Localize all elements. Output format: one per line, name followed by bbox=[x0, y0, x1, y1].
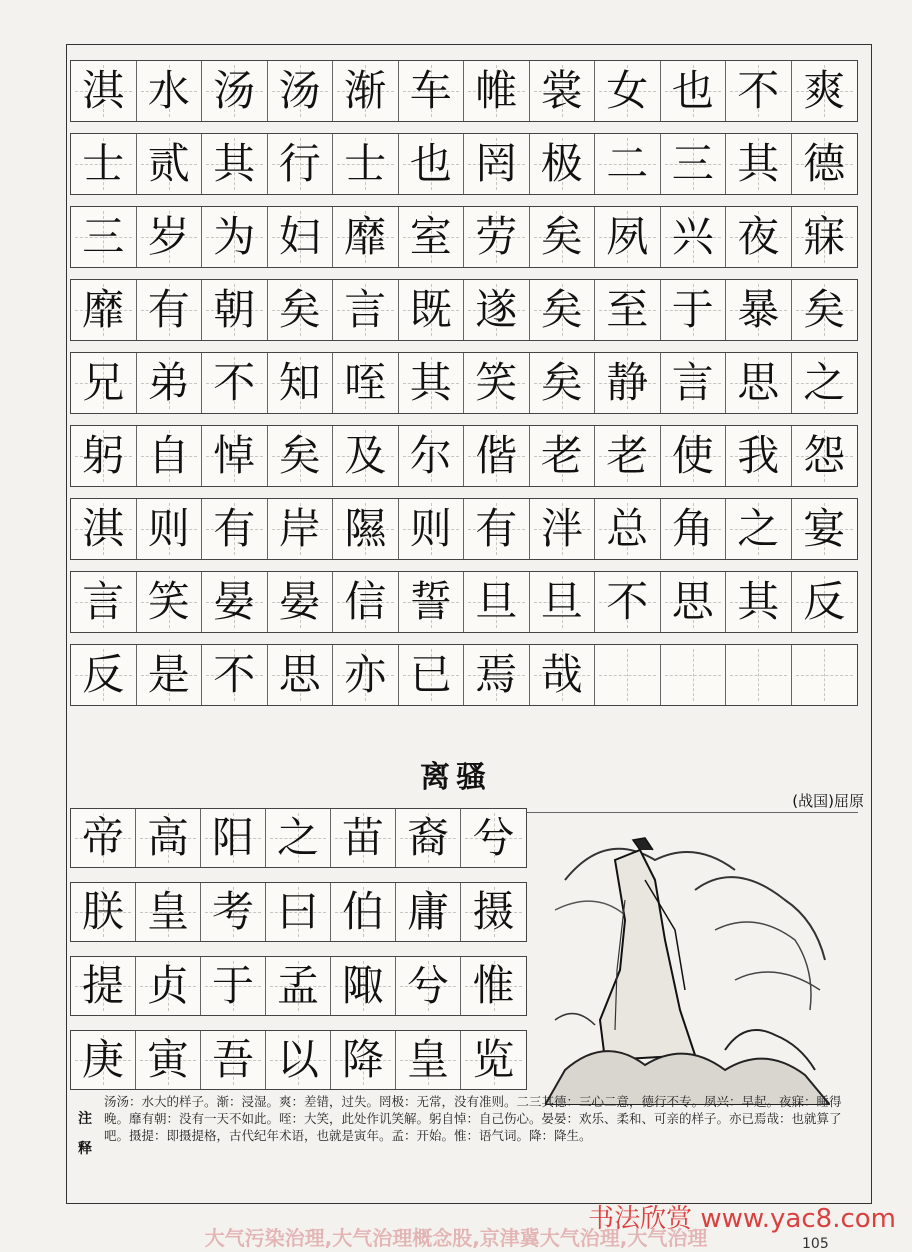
grid-cell bbox=[726, 645, 792, 705]
grid-cell bbox=[137, 499, 203, 559]
grid-cell bbox=[792, 207, 858, 267]
grid-cell bbox=[661, 61, 727, 121]
character: 言 bbox=[344, 285, 387, 334]
character: 靡 bbox=[344, 212, 387, 261]
character: 曰 bbox=[276, 887, 319, 936]
grid-cell bbox=[202, 207, 268, 267]
grid-cell bbox=[399, 572, 465, 632]
grid-cell bbox=[792, 61, 858, 121]
grid-cell bbox=[333, 280, 399, 340]
grid-cell bbox=[399, 207, 465, 267]
grid-row bbox=[70, 882, 527, 942]
character: 旦 bbox=[475, 577, 518, 626]
grid-cell bbox=[530, 645, 596, 705]
grid-cell bbox=[201, 1031, 266, 1089]
grid-cell bbox=[71, 499, 137, 559]
grid-cell bbox=[202, 280, 268, 340]
grid-cell bbox=[399, 353, 465, 413]
character: 誓 bbox=[409, 577, 452, 626]
character: 静 bbox=[606, 358, 649, 407]
character: 反 bbox=[82, 650, 125, 699]
grid-cell bbox=[661, 353, 727, 413]
character: 靡 bbox=[82, 285, 125, 334]
grid-cell bbox=[726, 134, 792, 194]
grid-cell bbox=[726, 572, 792, 632]
notes-label-char: 释 bbox=[78, 1141, 92, 1157]
character: 矣 bbox=[540, 285, 583, 334]
grid-cell bbox=[530, 353, 596, 413]
character: 有 bbox=[475, 504, 518, 553]
character: 兄 bbox=[82, 358, 125, 407]
grid-cell bbox=[461, 809, 526, 867]
grid-cell bbox=[137, 61, 203, 121]
grid-cell bbox=[464, 61, 530, 121]
character: 为 bbox=[213, 212, 256, 261]
character: 矣 bbox=[540, 358, 583, 407]
grid-cell bbox=[396, 809, 461, 867]
character: 罔 bbox=[475, 139, 518, 188]
grid-cell bbox=[396, 883, 461, 941]
grid-cell bbox=[202, 134, 268, 194]
character: 其 bbox=[737, 139, 780, 188]
grid-row bbox=[70, 956, 527, 1016]
character: 弟 bbox=[147, 358, 190, 407]
character: 思 bbox=[278, 650, 321, 699]
character: 不 bbox=[213, 358, 256, 407]
character: 于 bbox=[671, 285, 714, 334]
grid-cell bbox=[530, 426, 596, 486]
character: 寅 bbox=[146, 1035, 189, 1084]
grid-cell bbox=[464, 353, 530, 413]
character: 咥 bbox=[344, 358, 387, 407]
character: 自 bbox=[147, 431, 190, 480]
grid-cell bbox=[137, 572, 203, 632]
character: 三 bbox=[671, 139, 714, 188]
character: 行 bbox=[278, 139, 321, 188]
character: 其 bbox=[409, 358, 452, 407]
grid-cell bbox=[530, 134, 596, 194]
character: 不 bbox=[737, 66, 780, 115]
grid-cell bbox=[399, 499, 465, 559]
character: 信 bbox=[344, 577, 387, 626]
grid-cell bbox=[71, 280, 137, 340]
grid-row bbox=[70, 498, 858, 560]
grid-cell bbox=[266, 957, 331, 1015]
character: 尔 bbox=[409, 431, 452, 480]
grid-cell bbox=[399, 426, 465, 486]
grid-cell bbox=[202, 61, 268, 121]
grid-cell bbox=[71, 426, 137, 486]
notes-text: 汤汤：水大的样子。渐：浸湿。爽：差错，过失。罔极：无常，没有准则。二三其德：三心二意，德行不专。夙兴：早起。夜寐：睡得晚。靡有朝：没有一天不如此。咥：大笑，此处作讥笑解。躬自悼：自己伤心。晏晏：欢乐、柔和、可亲的样子。亦已焉哉：也就算了吧。摄提：即摄提格，古代纪年术语，也就是寅年。孟：开始。惟：语气词。降：降生。 bbox=[104, 1094, 842, 1143]
grid-cell bbox=[792, 426, 858, 486]
character: 不 bbox=[606, 577, 649, 626]
grid-cell bbox=[792, 134, 858, 194]
grid-row bbox=[70, 206, 858, 268]
grid-cell bbox=[530, 61, 596, 121]
page-number: 105 bbox=[802, 1236, 829, 1252]
grid-cell bbox=[333, 572, 399, 632]
grid-cell bbox=[333, 499, 399, 559]
grid-cell bbox=[595, 645, 661, 705]
character: 则 bbox=[409, 504, 452, 553]
grid-cell bbox=[202, 353, 268, 413]
character: 至 bbox=[606, 285, 649, 334]
grid-cell bbox=[461, 957, 526, 1015]
character: 士 bbox=[82, 139, 125, 188]
character: 皇 bbox=[406, 1035, 449, 1084]
character: 言 bbox=[671, 358, 714, 407]
grid-row bbox=[70, 352, 858, 414]
character: 皇 bbox=[146, 887, 189, 936]
grid-cell bbox=[661, 499, 727, 559]
character: 使 bbox=[671, 431, 714, 480]
character: 夙 bbox=[606, 212, 649, 261]
character: 悼 bbox=[213, 431, 256, 480]
character: 淇 bbox=[82, 504, 125, 553]
grid-cell bbox=[595, 499, 661, 559]
character: 于 bbox=[211, 961, 254, 1010]
character: 劳 bbox=[475, 212, 518, 261]
grid-cell bbox=[137, 645, 203, 705]
character: 言 bbox=[82, 577, 125, 626]
grid-cell bbox=[266, 1031, 331, 1089]
grid-cell bbox=[201, 883, 266, 941]
grid-cell bbox=[331, 957, 396, 1015]
character: 考 bbox=[211, 887, 254, 936]
grid-cell bbox=[530, 499, 596, 559]
grid-cell bbox=[268, 426, 334, 486]
grid-cell bbox=[268, 134, 334, 194]
character: 贞 bbox=[146, 961, 189, 1010]
grid-row bbox=[70, 644, 858, 706]
character: 岸 bbox=[278, 504, 321, 553]
character: 也 bbox=[671, 66, 714, 115]
character: 淇 bbox=[82, 66, 125, 115]
grid-cell bbox=[726, 499, 792, 559]
grid-cell bbox=[137, 353, 203, 413]
character: 有 bbox=[213, 504, 256, 553]
grid-cell bbox=[333, 207, 399, 267]
grid-cell bbox=[331, 883, 396, 941]
character: 德 bbox=[803, 139, 846, 188]
grid-cell bbox=[71, 353, 137, 413]
character: 士 bbox=[344, 139, 387, 188]
grid-cell bbox=[399, 61, 465, 121]
grid-cell bbox=[661, 645, 727, 705]
grid-cell bbox=[333, 645, 399, 705]
footer-text: 大气污染治理,大气治理概念股,京津冀大气治理,大气治理 bbox=[204, 1226, 708, 1250]
character: 之 bbox=[276, 813, 319, 862]
grid-cell bbox=[268, 499, 334, 559]
character: 庸 bbox=[406, 887, 449, 936]
character: 矣 bbox=[278, 431, 321, 480]
character: 则 bbox=[147, 504, 190, 553]
character: 晏 bbox=[278, 577, 321, 626]
character: 汤 bbox=[213, 66, 256, 115]
poem-author: (战国)屈原 bbox=[792, 792, 864, 810]
character: 总 bbox=[606, 504, 649, 553]
grid-cell bbox=[595, 426, 661, 486]
character: 思 bbox=[671, 577, 714, 626]
grid-cell bbox=[661, 426, 727, 486]
character: 老 bbox=[606, 431, 649, 480]
character: 已 bbox=[409, 650, 452, 699]
character: 朝 bbox=[213, 285, 256, 334]
character: 之 bbox=[737, 504, 780, 553]
grid-cell bbox=[202, 426, 268, 486]
grid-cell bbox=[464, 426, 530, 486]
grid-cell bbox=[461, 883, 526, 941]
character: 阳 bbox=[211, 813, 254, 862]
character: 车 bbox=[409, 66, 452, 115]
grid-row bbox=[70, 808, 527, 868]
character: 爽 bbox=[803, 66, 846, 115]
grid-cell bbox=[333, 353, 399, 413]
grid-cell bbox=[137, 280, 203, 340]
character: 既 bbox=[409, 285, 452, 334]
character: 览 bbox=[472, 1035, 515, 1084]
character: 哉 bbox=[540, 650, 583, 699]
grid-cell bbox=[71, 957, 136, 1015]
character: 笑 bbox=[475, 358, 518, 407]
poem-title: 离骚 bbox=[420, 760, 492, 795]
character: 贰 bbox=[147, 139, 190, 188]
grid-cell bbox=[266, 809, 331, 867]
grid-cell bbox=[396, 957, 461, 1015]
grid-cell bbox=[396, 1031, 461, 1089]
grid-cell bbox=[71, 61, 137, 121]
character: 兴 bbox=[671, 212, 714, 261]
notes-label-char: 注 bbox=[78, 1111, 92, 1127]
grid-cell bbox=[792, 499, 858, 559]
grid-row bbox=[70, 571, 858, 633]
grid-row bbox=[70, 1030, 527, 1090]
grid-cell bbox=[595, 134, 661, 194]
grid-cell bbox=[464, 499, 530, 559]
grid-cell bbox=[268, 645, 334, 705]
grid-cell bbox=[464, 207, 530, 267]
character: 二 bbox=[606, 139, 649, 188]
character: 摄 bbox=[472, 887, 515, 936]
character: 反 bbox=[803, 577, 846, 626]
character: 其 bbox=[213, 139, 256, 188]
character: 陬 bbox=[341, 961, 384, 1010]
character: 暴 bbox=[737, 285, 780, 334]
grid-cell bbox=[137, 134, 203, 194]
character: 老 bbox=[540, 431, 583, 480]
grid-cell bbox=[71, 883, 136, 941]
grid-cell bbox=[726, 353, 792, 413]
character: 伯 bbox=[341, 887, 384, 936]
character: 苗 bbox=[341, 813, 384, 862]
grid-cell bbox=[595, 207, 661, 267]
grid-row bbox=[70, 425, 858, 487]
grid-cell bbox=[661, 280, 727, 340]
character: 我 bbox=[737, 431, 780, 480]
character: 及 bbox=[344, 431, 387, 480]
character: 妇 bbox=[278, 212, 321, 261]
grid-cell bbox=[792, 280, 858, 340]
grid-cell bbox=[530, 280, 596, 340]
grid-cell bbox=[595, 280, 661, 340]
grid-row bbox=[70, 133, 858, 195]
character: 帝 bbox=[81, 813, 124, 862]
grid-cell bbox=[268, 280, 334, 340]
grid-cell bbox=[71, 207, 137, 267]
notes-label bbox=[70, 1108, 100, 1158]
character: 泮 bbox=[540, 504, 583, 553]
character: 朕 bbox=[81, 887, 124, 936]
character: 也 bbox=[409, 139, 452, 188]
character: 笑 bbox=[147, 577, 190, 626]
grid-cell bbox=[399, 280, 465, 340]
character: 之 bbox=[803, 358, 846, 407]
grid-cell bbox=[202, 499, 268, 559]
character: 惟 bbox=[472, 961, 515, 1010]
grid-cell bbox=[399, 134, 465, 194]
character: 寐 bbox=[803, 212, 846, 261]
grid-cell bbox=[331, 809, 396, 867]
grid-cell bbox=[661, 572, 727, 632]
character: 孟 bbox=[276, 961, 319, 1010]
character: 躬 bbox=[82, 431, 125, 480]
grid-cell bbox=[792, 645, 858, 705]
grid-cell bbox=[530, 207, 596, 267]
grid-cell bbox=[333, 426, 399, 486]
character: 有 bbox=[147, 285, 190, 334]
grid-cell bbox=[71, 809, 136, 867]
character: 宴 bbox=[803, 504, 846, 553]
grid-cell bbox=[201, 809, 266, 867]
grid-cell bbox=[136, 809, 201, 867]
character: 吾 bbox=[211, 1035, 254, 1084]
grid-cell bbox=[461, 1031, 526, 1089]
grid-cell bbox=[331, 1031, 396, 1089]
character: 裔 bbox=[406, 813, 449, 862]
character: 水 bbox=[147, 66, 190, 115]
character: 提 bbox=[81, 961, 124, 1010]
grid-cell bbox=[71, 572, 137, 632]
grid-cell bbox=[464, 645, 530, 705]
grid-cell bbox=[71, 1031, 136, 1089]
character: 偕 bbox=[475, 431, 518, 480]
grid-cell bbox=[726, 61, 792, 121]
grid-cell bbox=[333, 61, 399, 121]
grid-cell bbox=[333, 134, 399, 194]
character: 是 bbox=[147, 650, 190, 699]
grid-cell bbox=[266, 883, 331, 941]
grid-cell bbox=[726, 280, 792, 340]
character: 夜 bbox=[737, 212, 780, 261]
grid-cell bbox=[464, 572, 530, 632]
character: 汤 bbox=[278, 66, 321, 115]
character: 帷 bbox=[475, 66, 518, 115]
grid-cell bbox=[399, 645, 465, 705]
grid-cell bbox=[726, 426, 792, 486]
character: 室 bbox=[409, 212, 452, 261]
grid-cell bbox=[137, 426, 203, 486]
qu-yuan-illustration bbox=[545, 820, 830, 1105]
character: 隰 bbox=[344, 504, 387, 553]
grid-cell bbox=[661, 207, 727, 267]
character: 其 bbox=[737, 577, 780, 626]
character: 矣 bbox=[278, 285, 321, 334]
character: 知 bbox=[278, 358, 321, 407]
character: 岁 bbox=[147, 212, 190, 261]
grid-row bbox=[70, 60, 858, 122]
character: 矣 bbox=[803, 285, 846, 334]
character: 晏 bbox=[213, 577, 256, 626]
grid-cell bbox=[71, 134, 137, 194]
character: 兮 bbox=[406, 961, 449, 1010]
grid-cell bbox=[726, 207, 792, 267]
grid-cell bbox=[136, 957, 201, 1015]
grid-cell bbox=[464, 134, 530, 194]
grid-cell bbox=[268, 207, 334, 267]
grid-row bbox=[70, 279, 858, 341]
grid-cell bbox=[595, 353, 661, 413]
grid-cell bbox=[71, 645, 137, 705]
grid-cell bbox=[201, 957, 266, 1015]
character: 遂 bbox=[475, 285, 518, 334]
grid-cell bbox=[137, 207, 203, 267]
grid-cell bbox=[202, 572, 268, 632]
character: 极 bbox=[540, 139, 583, 188]
character: 高 bbox=[146, 813, 189, 862]
character: 矣 bbox=[540, 212, 583, 261]
character: 旦 bbox=[540, 577, 583, 626]
grid-cell bbox=[530, 572, 596, 632]
grid-cell bbox=[792, 353, 858, 413]
character: 降 bbox=[341, 1035, 384, 1084]
grid-cell bbox=[595, 572, 661, 632]
character: 不 bbox=[213, 650, 256, 699]
grid-cell bbox=[268, 61, 334, 121]
character: 焉 bbox=[475, 650, 518, 699]
character: 三 bbox=[82, 212, 125, 261]
watermark: 书法欣赏 www.yac8.com bbox=[588, 1204, 896, 1234]
grid-cell bbox=[136, 883, 201, 941]
grid-cell bbox=[595, 61, 661, 121]
character: 兮 bbox=[472, 813, 515, 862]
grid-cell bbox=[202, 645, 268, 705]
grid-cell bbox=[792, 572, 858, 632]
character: 渐 bbox=[344, 66, 387, 115]
character: 怨 bbox=[803, 431, 846, 480]
grid-cell bbox=[268, 572, 334, 632]
character: 裳 bbox=[540, 66, 583, 115]
character: 女 bbox=[606, 66, 649, 115]
grid-cell bbox=[661, 134, 727, 194]
grid-cell bbox=[464, 280, 530, 340]
character: 思 bbox=[737, 358, 780, 407]
character: 以 bbox=[276, 1035, 319, 1084]
character: 庚 bbox=[81, 1035, 124, 1084]
grid-cell bbox=[136, 1031, 201, 1089]
character: 角 bbox=[671, 504, 714, 553]
grid-cell bbox=[268, 353, 334, 413]
character: 亦 bbox=[344, 650, 387, 699]
